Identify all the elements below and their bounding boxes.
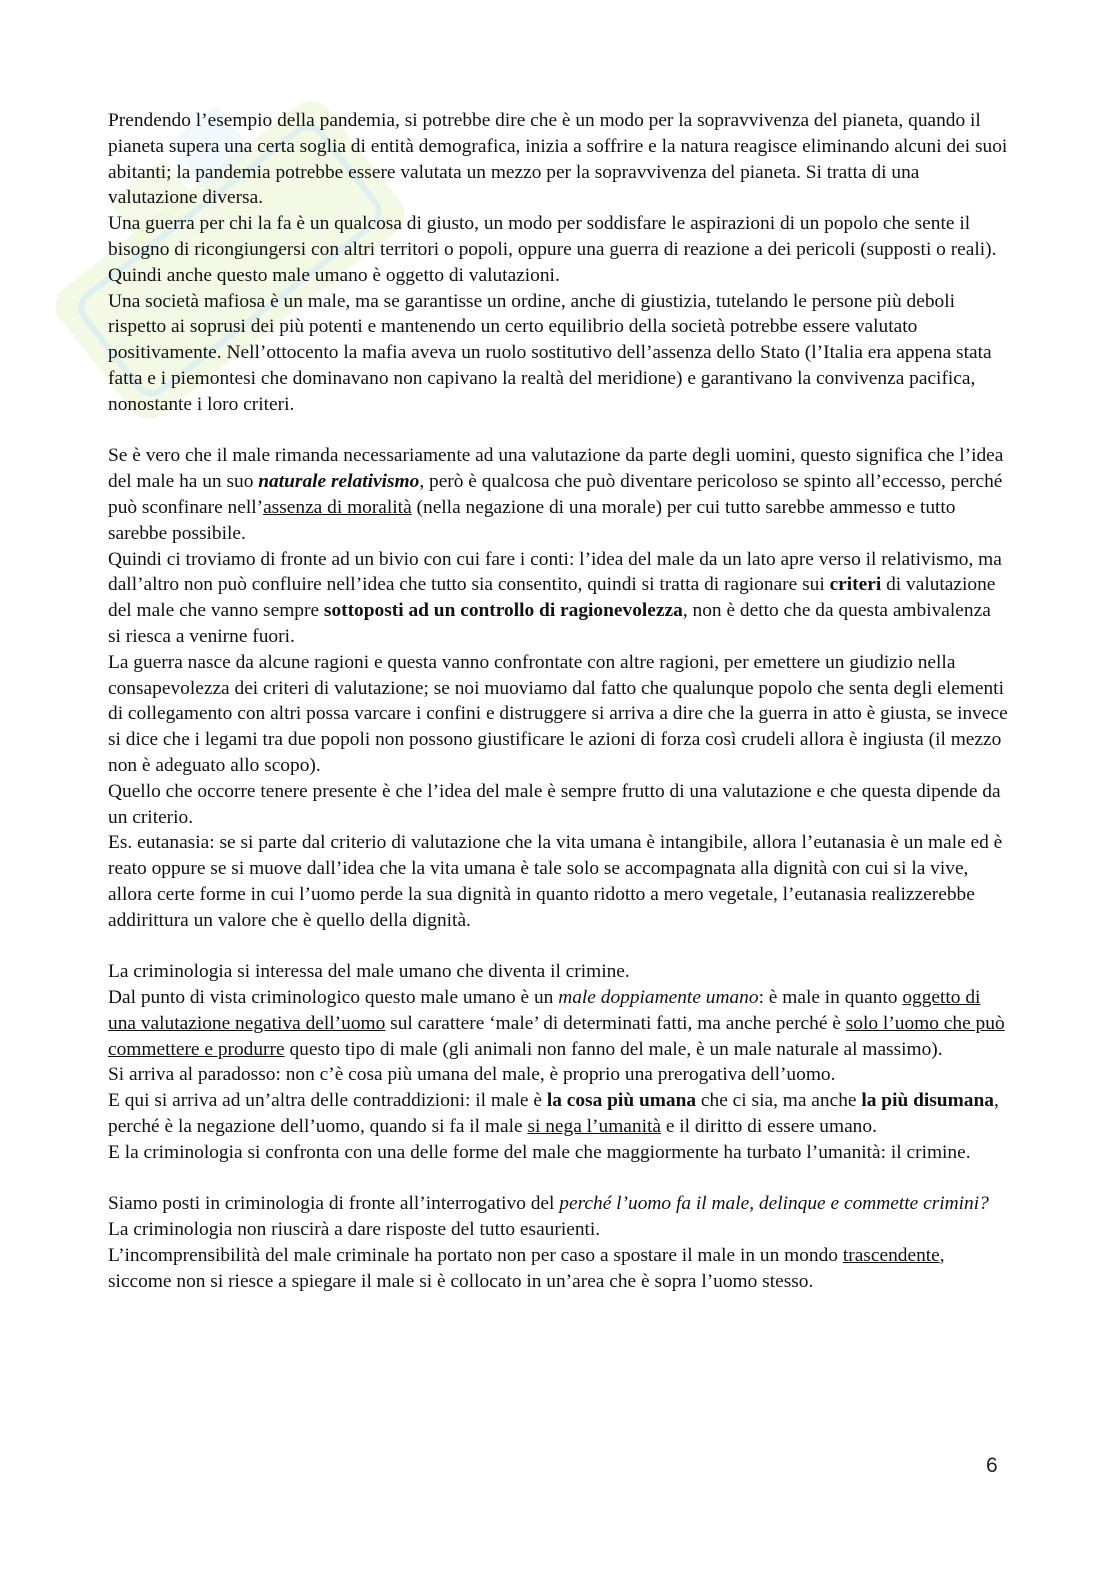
text-run: solo l’uomo che può commettere e produrre — [108, 1012, 1005, 1060]
text-run: trascendente — [842, 1245, 940, 1267]
paragraph-relativismo — [108, 443, 1008, 546]
text-run: E qui si arriva ad un’altra delle contraddizioni: il male è — [108, 1090, 547, 1112]
paragraph-contraddizioni — [108, 1088, 1008, 1140]
text-run: Si arriva al paradosso: non c’è cosa più umana del male, è proprio una prerogativa dell’uomo. — [108, 1064, 836, 1086]
paragraph-crimine — [108, 1140, 1008, 1166]
page-number: 6 — [986, 1454, 998, 1477]
text-run: Quindi ci troviamo di fronte ad un bivio con cui fare i conti: l’idea del male da un lato apre verso il relativismo, ma dall’altro non può confluire nell’idea che tutto sia consentito, quindi si tratta di ragionare sui — [108, 548, 1002, 596]
text-run: , però è qualcosa che può diventare pericoloso se spinto all’eccesso, perché può sconfinare nell’ — [108, 471, 1003, 518]
text-run: Una società mafiosa è un male, ma se garantisse un ordine, anche di giustizia, tutelando le persone più deboli rispetto ai soprusi dei più potenti e mantenendo un certo equilibrio della società potrebbe essere valutato positivamente. Nell’ottocento la mafia aveva un ruolo sostitutivo dell’assenza dello Stato (l’Italia era appena stata fatta e i piemontesi che dominavano non capivano la realtà del meridione) e garantivano la convivenza pacifica, nonostante i loro criteri. — [108, 290, 992, 415]
text-run: La criminologia si interessa del male umano che diventa il crimine. — [108, 961, 630, 983]
text-run: (nella negazione di una morale) per cui tutto sarebbe ammesso e tutto sarebbe possibile. — [108, 496, 956, 544]
text-run: La criminologia non riuscirà a dare risposte del tutto esaurienti. — [108, 1219, 601, 1241]
text-run: Dal punto di vista criminologico questo male umano è un — [108, 987, 559, 1009]
text-run: che ci sia, ma anche — [696, 1090, 862, 1112]
text-run: perché l’uomo fa il male, delinque e commette crimini? — [559, 1193, 989, 1215]
text-run: Prendendo l’esempio della pandemia, si potrebbe dire che è un modo per la sopravvivenza del pianeta, quando il pianeta supera una certa soglia di entità demografica, inizia a soffrire e la natura reagisce eliminando alcuni dei suoi abitanti; la pandemia potrebbe essere valutata un mezzo per la sopravvivenza del pianeta. Si tratta di una valutazione diversa. — [108, 110, 1008, 209]
text-run: la più disumana — [861, 1090, 994, 1112]
paragraph-mafia — [108, 289, 1008, 418]
paragraph-pandemia — [108, 108, 1008, 211]
text-run: Siamo posti in criminologia di fronte all’interrogativo del — [108, 1193, 560, 1215]
text-run: Es. eutanasia: se si parte dal criterio di valutazione che la vita umana è intangibile, allora l’eutanasia è un male ed è reato oppure se si muove dall’idea che la vita umana è tale solo se accompagnata alla dignità con cui si la vive, allora certe forme in cui l’uomo perde la sua dignità in quanto ridotto a mero vegetale, l’eutanasia realizzerebbe addirittura un valore che è quello della dignità. — [108, 832, 1003, 931]
text-run: Una guerra per chi la fa è un qualcosa di giusto, un modo per soddisfare le aspirazioni di un popolo che sente il bisogno di ricongiungersi con altri territori o popoli, oppure una guerra di reazione a dei pericoli (supposti o reali). Quindi anche questo male umano è oggetto di valutazioni. — [108, 213, 997, 286]
paragraph-trascendente — [108, 1243, 1008, 1295]
text-run: , non è detto che da questa ambivalenza si riesca a venirne fuori. — [108, 600, 991, 647]
text-run: questo tipo di male (gli animali non fanno del male, è un male naturale al massimo). — [284, 1038, 943, 1060]
text-run: naturale relativismo — [258, 471, 420, 493]
paragraph-male-doppiamente-umano — [108, 985, 1008, 1062]
text-run: Quello che occorre tenere presente è che l’idea del male è sempre frutto di una valutazione e che questa dipende da un criterio. — [108, 780, 1001, 828]
text-run: assenza di moralità — [263, 496, 412, 518]
paragraph-guerra — [108, 211, 1008, 288]
text-run: L’incomprensibilità del male criminale ha portato non per caso a spostare il male in un mondo — [108, 1245, 843, 1267]
text-run: e il diritto di essere umano. — [660, 1116, 877, 1138]
text-run: : è male in quanto — [758, 987, 903, 1009]
text-run: si nega l’umanità — [527, 1116, 661, 1138]
text-run: sul carattere ‘male’ di determinati fatti, ma anche perché è — [385, 1012, 846, 1034]
paragraph-ragioni-guerra — [108, 650, 1008, 779]
text-run: La guerra nasce da alcune ragioni e questa vanno confrontate con altre ragioni, per emettere un giudizio nella consapevolezza dei criteri di valutazione; se noi muoviamo dal fatto che qualunque popolo che senta degli elementi di collegamento con altri possa varcare i confini e distruggere si arriva a dire che la guerra in atto è giusta, se invece si dice che i legami tra due popoli non possono giustificare le azioni di forza così crudeli allora è ingiusta (il mezzo non è adeguato allo scopo). — [108, 651, 1008, 776]
paragraph-criterio — [108, 779, 1008, 831]
document-body — [108, 108, 1008, 1295]
text-run: oggetto di una valutazione negativa dell’uomo — [108, 987, 981, 1034]
text-run: sottoposti ad un controllo di ragionevolezza — [323, 600, 683, 622]
text-run: criteri — [829, 574, 882, 596]
paragraph-criminologia — [108, 959, 1008, 985]
paragraph-risposte — [108, 1217, 1008, 1243]
paragraph-paradosso — [108, 1062, 1008, 1088]
text-run: la cosa più umana — [546, 1090, 697, 1112]
text-run: male doppiamente umano — [558, 987, 759, 1009]
paragraph-interrogativo — [108, 1191, 1008, 1217]
paragraph-eutanasia — [108, 830, 1008, 933]
text-run: E la criminologia si confronta con una delle forme del male che maggiormente ha turbato l’umanità: il crimine. — [108, 1141, 971, 1163]
text-run: , perché è la negazione dell’uomo, quando si fa il male — [108, 1090, 999, 1138]
text-run: Se è vero che il male rimanda necessariamente ad una valutazione da parte degli uomini, questo significa che l’idea del male ha un suo — [108, 445, 1004, 493]
text-run: di valutazione del male che vanno sempre — [108, 574, 996, 622]
text-run: , siccome non si riesce a spiegare il male si è collocato in un’area che è sopra l’uomo stesso. — [108, 1245, 945, 1292]
paragraph-bivio — [108, 547, 1008, 650]
